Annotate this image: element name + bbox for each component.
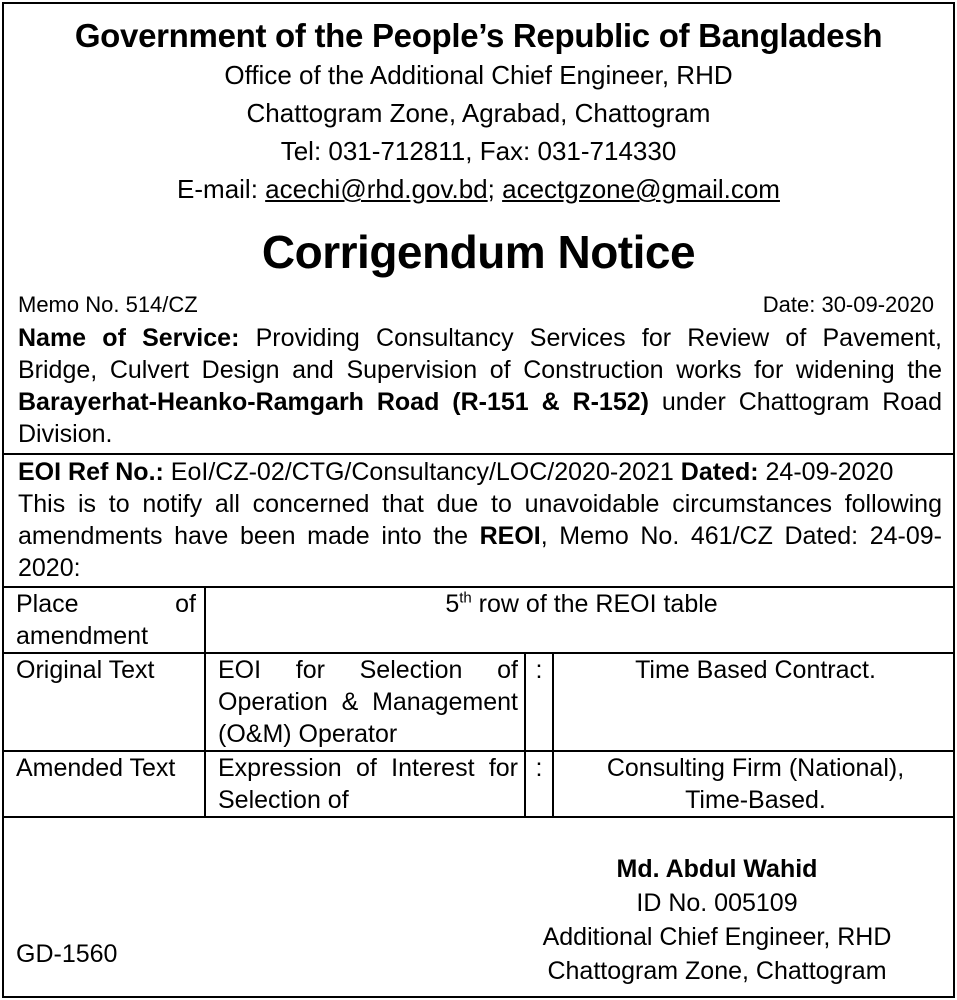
place-value-sup: th [459,589,472,607]
eoi-ref-label: EOI Ref No.: [18,458,164,486]
original-left-cell [205,653,525,751]
place-label-1: Place of [16,590,196,618]
notice-text-1: This is to notify all concerned that due to unavoidable circumstances following amendments have been made into the [18,490,942,550]
table-row-place [4,587,953,653]
signatory-name: Md. Abdul Wahid [616,855,818,883]
table-row-original [4,653,953,751]
government-title: Government of the People’s Republic of Bangladesh [74,17,883,54]
address-line: Chattogram Zone, Agrabad, Chattogram [246,98,711,128]
memo-row [4,290,953,320]
signatory-id: ID No. 005109 [636,889,798,917]
original-label-cell: Original Text [4,653,205,751]
notice-text-2: , Memo No. 461/CZ Dated: 24-09-2020: [18,522,942,582]
eoi-dated-value: 24-09-2020 [758,458,894,486]
email-separator: ; [487,174,503,204]
place-label-cell [4,587,205,653]
header [4,16,953,282]
amended-left-cell [205,751,525,817]
service-label: Name of Service: [18,324,240,352]
email-label: E-mail: [177,174,266,204]
eoi-ref-value: EoI/CZ-02/CTG/Consultancy/LOC/2020-2021 [163,458,681,486]
service-text-1: Providing Consultancy Services for Review of Pavement, Bridge, Culvert Design and Supervision of Construction works for widening the [18,324,942,384]
service-text-2: under Chattogram Road Division. [18,388,942,448]
original-colon-cell: : [525,653,553,751]
office-line: Office of the Additional Chief Engineer, RHD [224,60,733,90]
amended-right-1: Consulting Firm (National), [606,754,905,782]
notice-title: Corrigendum Notice [261,226,696,278]
email-link-2[interactable]: acectgzone@gmail.com [502,174,780,204]
amended-label-cell: Amended Text [4,751,205,817]
eoi-dated-label: Dated: [680,458,759,486]
place-value-post: row of the REOI table [471,590,718,618]
email-link-1[interactable]: acechi@rhd.gov.bd [265,174,488,204]
eoi-ref-line [4,455,953,488]
memo-date: Date: 30-09-2020 [762,292,934,317]
reoi-label: REOI [479,522,541,550]
place-value-cell [205,587,953,653]
place-label-2: amendment [16,622,149,650]
amended-left-text: Expression of Interest for Selection of [218,754,518,814]
email-line [4,170,953,208]
gd-number: GD-1560 [16,940,118,968]
tel-fax-line: Tel: 031-712811, Fax: 031-714330 [280,136,677,166]
amendment-table [4,586,953,818]
original-right-cell: Time Based Contract. [553,653,953,751]
service-paragraph [4,322,953,453]
service-road: Barayerhat-Heanko-Ramgarh Road (R-151 & R-152) [18,388,649,416]
memo-number: Memo No. 514/CZ [18,292,198,317]
table-row-amended [4,751,953,817]
original-left-text: EOI for Selection of Operation & Management (O&M) Operator [218,656,518,748]
signatory-zone: Chattogram Zone, Chattogram [547,957,887,985]
notice-frame [2,2,955,998]
signature-block [537,852,897,988]
amended-right-cell [553,751,953,817]
amended-right-2: Time-Based. [685,786,826,814]
signatory-designation: Additional Chief Engineer, RHD [542,923,892,951]
amended-colon-cell: : [525,751,553,817]
notice-paragraph [4,488,953,586]
place-value-pre: 5 [445,590,460,618]
